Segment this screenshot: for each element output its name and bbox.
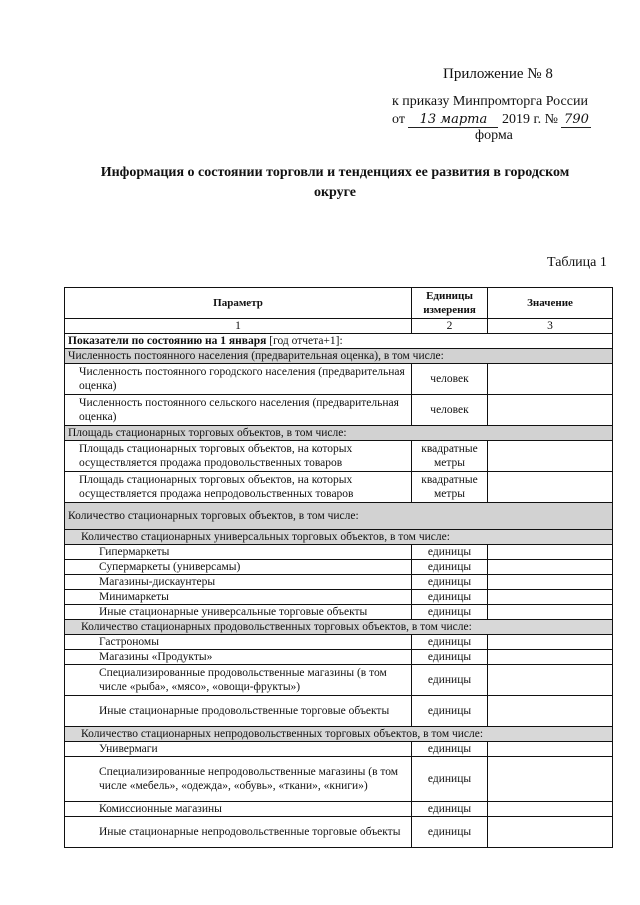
value-cell[interactable] (488, 575, 613, 590)
value-cell[interactable] (488, 635, 613, 650)
table-row (65, 650, 613, 665)
handwritten-date: 13 марта (408, 113, 498, 128)
param-cell: Иные стационарные непродовольственные торговые объекты (65, 817, 412, 848)
section-row (65, 334, 613, 349)
value-cell[interactable] (488, 590, 613, 605)
value-cell[interactable] (488, 560, 613, 575)
table-row (65, 665, 613, 696)
value-cell[interactable] (488, 742, 613, 757)
form-label: форма (475, 128, 513, 143)
param-cell: Численность постоянного сельского населения (предварительная оценка) (65, 395, 412, 426)
order-year: 2019 г. № (501, 112, 558, 127)
table-row (65, 575, 613, 590)
unit-cell: единицы (412, 575, 488, 590)
table-row (65, 395, 613, 426)
subsection-row (65, 727, 613, 742)
value-cell[interactable] (488, 441, 613, 472)
unit-cell: единицы (412, 635, 488, 650)
table-row (65, 742, 613, 757)
unit-cell: единицы (412, 650, 488, 665)
table-row (65, 696, 613, 727)
table-row (65, 364, 613, 395)
param-cell: Площадь стационарных торговых объектов, на которых осуществляется продажа продовольственных товаров (65, 441, 412, 472)
header-units: Единицы измерения (412, 288, 488, 319)
order-date-line (392, 111, 591, 128)
unit-cell: единицы (412, 665, 488, 696)
value-cell[interactable] (488, 395, 613, 426)
subsection-universal: Количество стационарных универсальных торговых объектов, в том числе: (65, 530, 613, 545)
param-cell: Комиссионные магазины (65, 802, 412, 817)
col-number: 3 (488, 319, 613, 334)
value-cell[interactable] (488, 802, 613, 817)
section-area: Площадь стационарных торговых объектов, в том числе: (65, 426, 613, 441)
col-number: 2 (412, 319, 488, 334)
param-cell: Супермаркеты (универсамы) (65, 560, 412, 575)
param-cell: Численность постоянного городского населения (предварительная оценка) (65, 364, 412, 395)
param-cell: Площадь стационарных торговых объектов, на которых осуществляется продажа непродовольственных товаров (65, 472, 412, 503)
col-number: 1 (65, 319, 412, 334)
unit-cell: единицы (412, 802, 488, 817)
param-cell: Гипермаркеты (65, 545, 412, 560)
section-count: Количество стационарных торговых объектов, в том числе: (65, 503, 613, 530)
table-row (65, 605, 613, 620)
unit-cell: единицы (412, 757, 488, 802)
unit-cell: единицы (412, 742, 488, 757)
param-cell: Иные стационарные универсальные торговые объекты (65, 605, 412, 620)
value-cell[interactable] (488, 472, 613, 503)
param-cell: Магазины-дискаунтеры (65, 575, 412, 590)
unit-cell: квадратные метры (412, 441, 488, 472)
unit-cell: единицы (412, 817, 488, 848)
value-cell[interactable] (488, 757, 613, 802)
unit-cell: единицы (412, 545, 488, 560)
handwritten-order-number: 790 (561, 113, 591, 128)
value-cell[interactable] (488, 545, 613, 560)
section-row (65, 349, 613, 364)
table-row (65, 590, 613, 605)
param-cell: Магазины «Продукты» (65, 650, 412, 665)
subsection-food: Количество стационарных продовольственных торговых объектов, в том числе: (65, 620, 613, 635)
table-row (65, 635, 613, 650)
param-cell: Минимаркеты (65, 590, 412, 605)
section-row (65, 426, 613, 441)
table-label: Таблица 1 (547, 255, 607, 270)
value-cell[interactable] (488, 650, 613, 665)
order-reference: к приказу Минпромторга России (392, 94, 588, 109)
unit-cell: единицы (412, 590, 488, 605)
table-row (65, 817, 613, 848)
table-row (65, 757, 613, 802)
section-population: Численность постоянного населения (предварительная оценка), в том числе: (65, 349, 613, 364)
column-number-row (65, 319, 613, 334)
table-row (65, 472, 613, 503)
table-row (65, 560, 613, 575)
order-from: от (392, 112, 405, 127)
param-cell: Специализированные продовольственные магазины (в том числе «рыба», «мясо», «овощи-фрукты») (65, 665, 412, 696)
subsection-nonfood: Количество стационарных непродовольственных торговых объектов, в том числе: (65, 727, 613, 742)
subsection-row (65, 620, 613, 635)
param-cell: Иные стационарные продовольственные торговые объекты (65, 696, 412, 727)
subsection-row (65, 530, 613, 545)
value-cell[interactable] (488, 817, 613, 848)
unit-cell: единицы (412, 696, 488, 727)
appendix-label: Приложение № 8 (443, 66, 553, 82)
table-row (65, 441, 613, 472)
unit-cell: квадратные метры (412, 472, 488, 503)
value-cell[interactable] (488, 605, 613, 620)
unit-cell: человек (412, 395, 488, 426)
document-title: Информация о состоянии торговли и тенденциях ее развития в городском округе (100, 165, 570, 200)
header-value: Значение (488, 288, 613, 319)
unit-cell: единицы (412, 560, 488, 575)
param-cell: Универмаги (65, 742, 412, 757)
header-param: Параметр (65, 288, 412, 319)
value-cell[interactable] (488, 665, 613, 696)
value-cell[interactable] (488, 364, 613, 395)
section-row (65, 503, 613, 530)
param-cell: Специализированные непродовольственные магазины (в том числе «мебель», «одежда», «обувь», «ткани», «книги») (65, 757, 412, 802)
unit-cell: человек (412, 364, 488, 395)
table-row (65, 802, 613, 817)
table-row (65, 545, 613, 560)
param-cell: Гастрономы (65, 635, 412, 650)
table-header-row (65, 288, 613, 319)
unit-cell: единицы (412, 605, 488, 620)
data-table (64, 287, 613, 848)
section-jan: Показатели по состоянию на 1 января [год отчета+1]: (65, 334, 613, 349)
value-cell[interactable] (488, 696, 613, 727)
